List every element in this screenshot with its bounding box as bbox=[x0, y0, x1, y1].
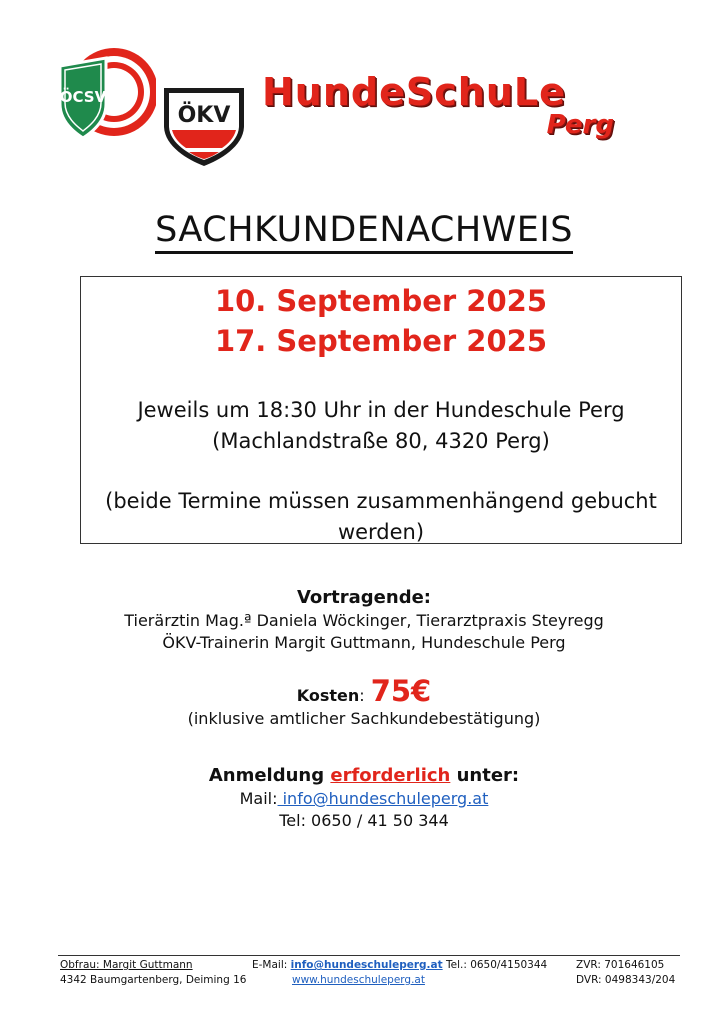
brand-logo bbox=[262, 70, 622, 150]
footer-chair: Obfrau: Margit Guttmann bbox=[60, 959, 193, 971]
footer-email-line bbox=[252, 958, 547, 973]
registration-required: erforderlich bbox=[330, 765, 451, 786]
svg-text:ÖKV: ÖKV bbox=[177, 103, 231, 128]
costs-line bbox=[0, 674, 728, 708]
footer-phone: Tel.: 0650/4150344 bbox=[442, 959, 548, 971]
costs-price: 75€ bbox=[370, 674, 432, 708]
costs-section bbox=[0, 674, 728, 730]
registration-phone: Tel: 0650 / 41 50 344 bbox=[279, 811, 449, 830]
registration-heading-pre: Anmeldung bbox=[208, 765, 331, 786]
registration-heading-post: unter: bbox=[450, 765, 520, 786]
event-date-1: 10. September 2025 bbox=[214, 284, 548, 318]
speakers-section bbox=[0, 586, 728, 654]
footer-email-label: E-Mail: bbox=[252, 959, 291, 971]
brand-location: Perg bbox=[546, 110, 614, 140]
page-title-text: SACHKUNDENACHWEIS bbox=[155, 210, 573, 254]
mail-link[interactable]: info@hundeschuleperg.at bbox=[277, 789, 489, 808]
event-location bbox=[81, 395, 681, 457]
registration-heading bbox=[0, 764, 728, 788]
event-date-2: 17. September 2025 bbox=[214, 324, 548, 358]
page-title bbox=[0, 210, 728, 250]
speaker-1: Tierärztin Mag.ª Daniela Wöckinger, Tierarztpraxis Steyregg bbox=[124, 611, 604, 630]
speakers-heading: Vortragende: bbox=[296, 587, 431, 608]
footer-email-link[interactable]: info@hundeschuleperg.at bbox=[290, 959, 443, 971]
mail-label: Mail: bbox=[239, 789, 278, 808]
event-note-line-2: werden) bbox=[337, 520, 425, 544]
event-address-line: (Machlandstraße 80, 4320 Perg) bbox=[212, 429, 550, 453]
registration-section bbox=[0, 764, 728, 832]
costs-label: Kosten bbox=[296, 686, 360, 705]
okv-logo bbox=[160, 86, 248, 168]
footer-registry-block bbox=[576, 958, 675, 988]
brand-name: HundeSchuLe bbox=[262, 70, 566, 114]
footer-address: 4342 Baumgartenberg, Deiming 16 bbox=[60, 974, 247, 986]
costs-note: (inklusive amtlicher Sachkundebestätigung) bbox=[187, 709, 541, 728]
footer-website-line bbox=[252, 973, 547, 988]
footer-zvr: ZVR: 701646105 bbox=[576, 959, 665, 971]
event-note bbox=[81, 486, 681, 548]
footer-divider bbox=[58, 955, 680, 956]
oecv-logo bbox=[56, 44, 156, 144]
event-box bbox=[80, 276, 682, 544]
registration-mail bbox=[0, 788, 728, 810]
footer-chair-block bbox=[60, 958, 246, 988]
event-time-line: Jeweils um 18:30 Uhr in der Hundeschule Perg bbox=[137, 398, 625, 422]
footer-website-link[interactable]: www.hundeschuleperg.at bbox=[292, 974, 425, 986]
speaker-2: ÖKV-Trainerin Margit Guttmann, Hundeschule Perg bbox=[162, 633, 566, 652]
event-note-line-1: (beide Termine müssen zusammenhängend gebucht bbox=[105, 489, 657, 513]
costs-colon: : bbox=[359, 686, 365, 705]
footer-dvr: DVR: 0498343/204 bbox=[576, 974, 676, 986]
footer-contact-block bbox=[252, 958, 547, 988]
svg-text:ÖCSV: ÖCSV bbox=[59, 88, 107, 106]
